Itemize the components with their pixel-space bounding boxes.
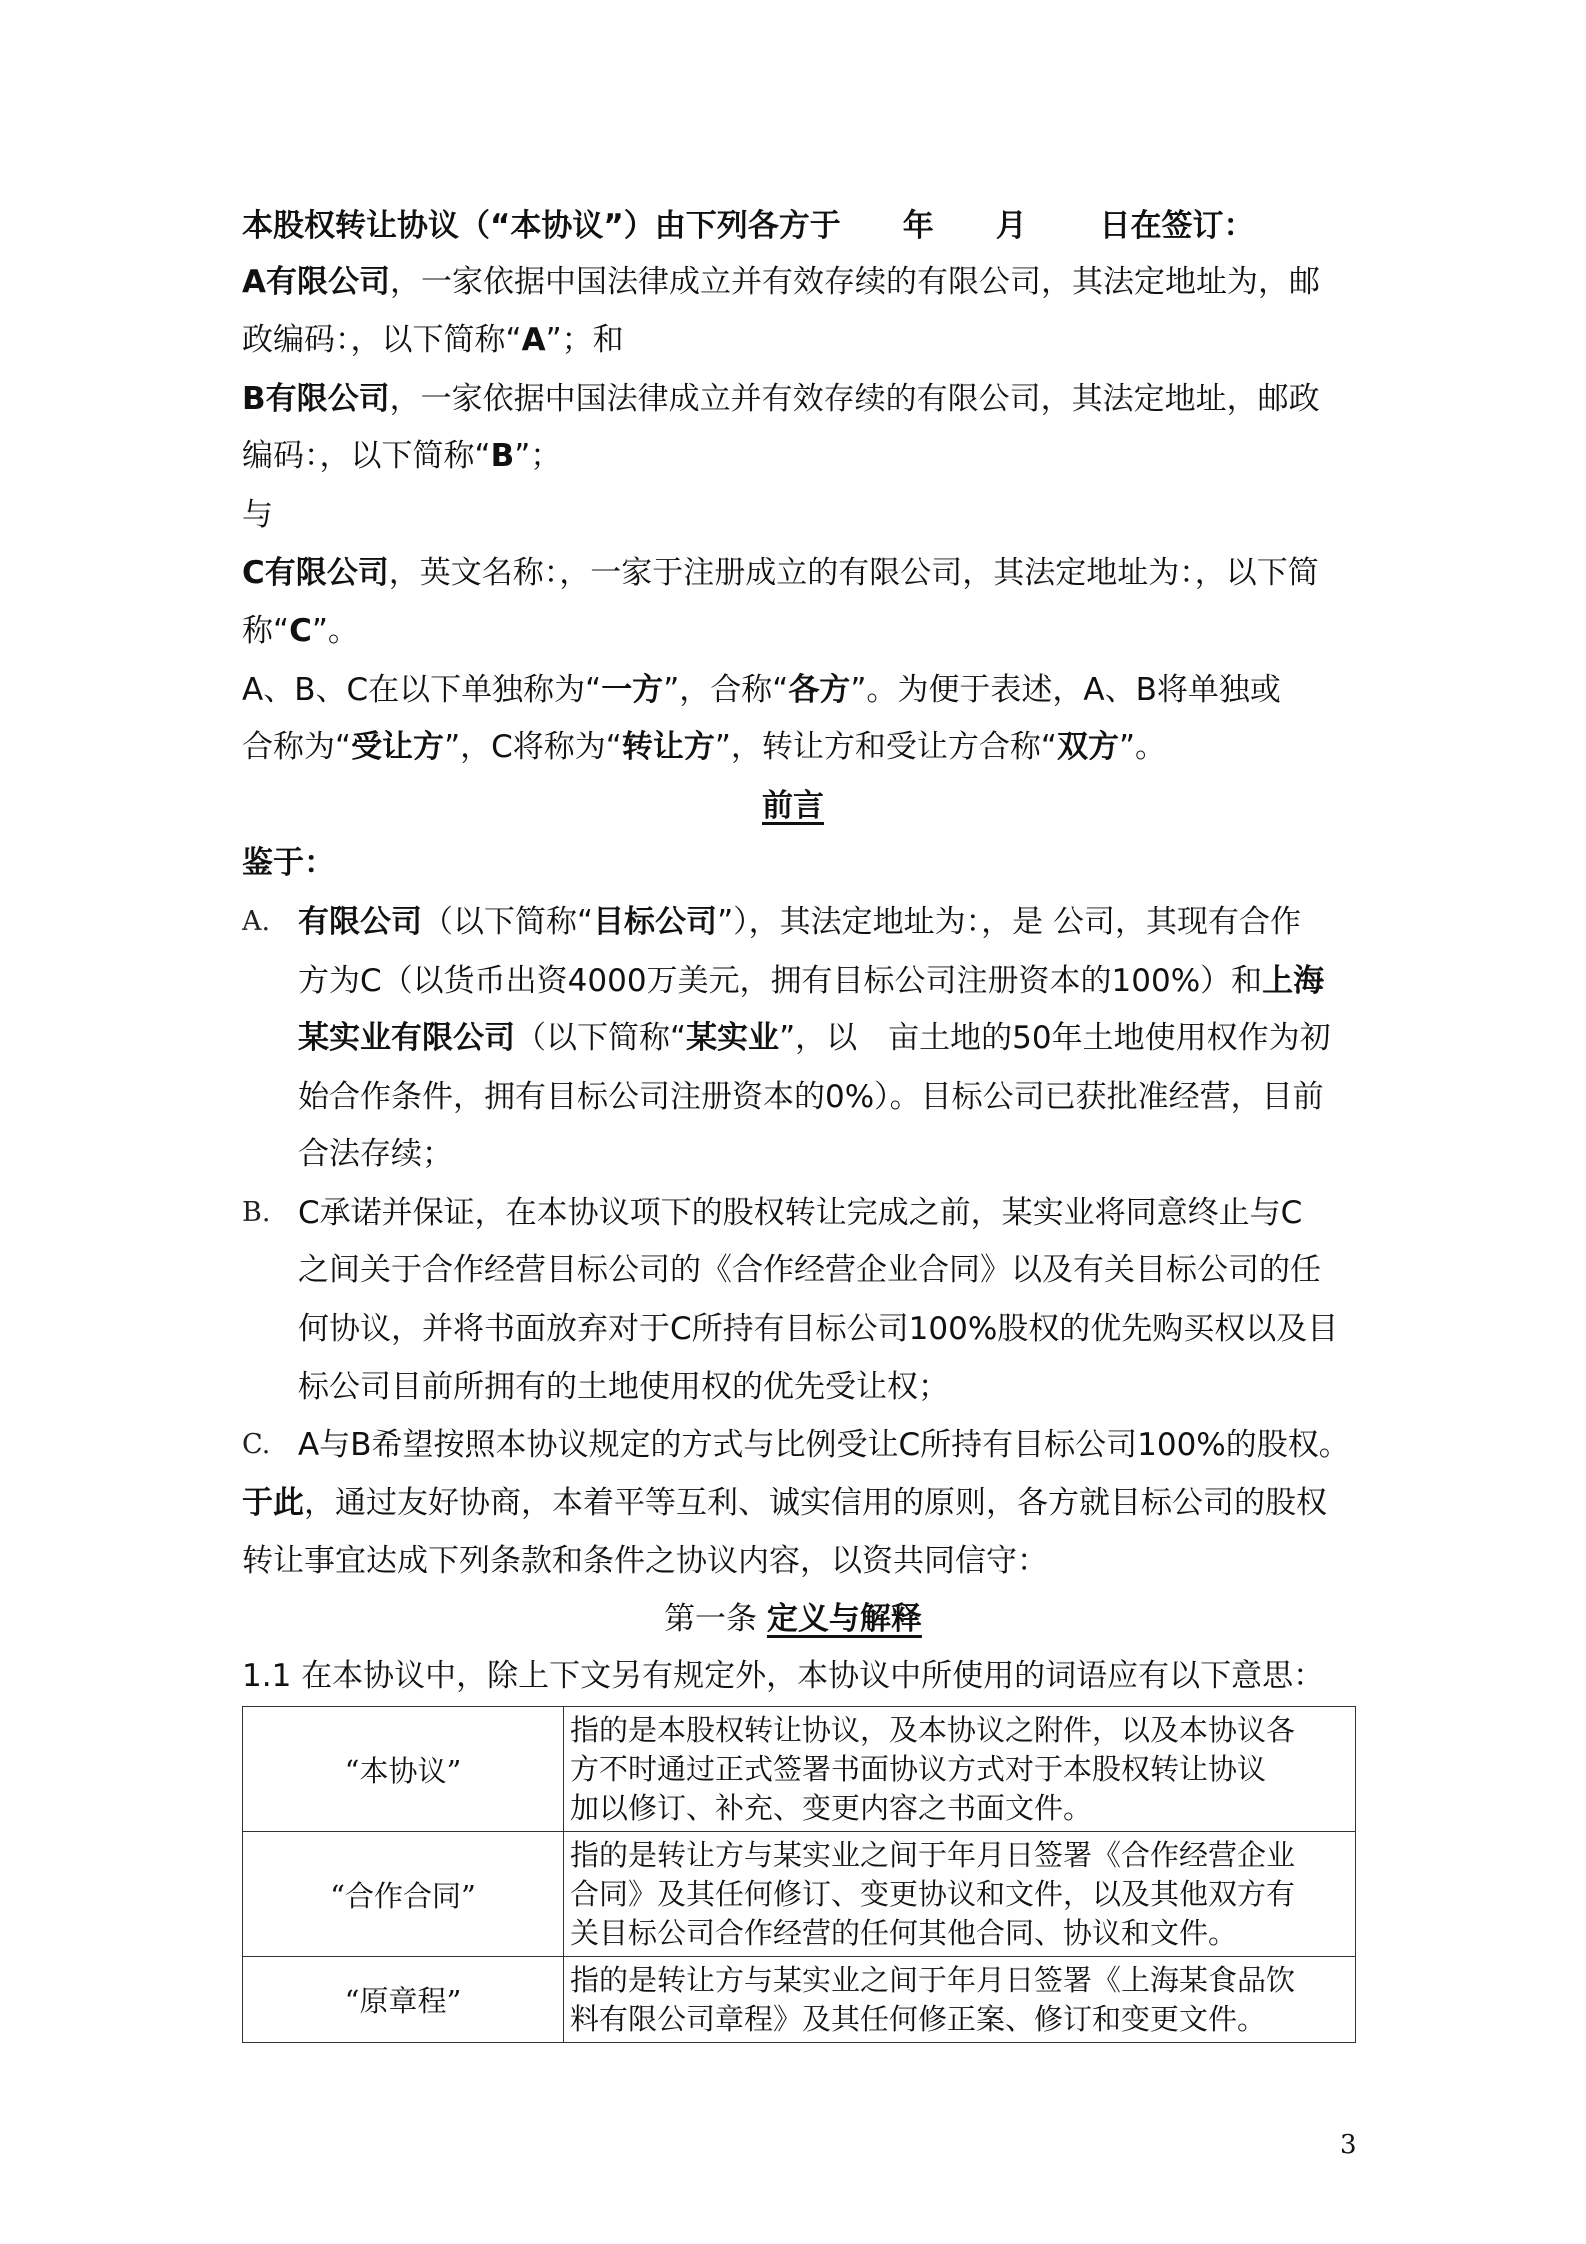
- item-a-line-2: 方为C（以货币出资4000万美元，拥有目标公司注册资本的100%）和上海: [298, 963, 1325, 999]
- thus-line-1: 于此，通过友好协商，本着平等互利、诚实信用的原则，各方就目标公司的股权: [242, 1485, 1327, 1521]
- clause-1-1: 1.1 在本协议中，除上下文另有规定外，本协议中所使用的词语应有以下意思：: [242, 1658, 1325, 1694]
- item-b-line-2: 之间关于合作经营目标公司的《合作经营企业合同》以及有关目标公司的任: [298, 1252, 1321, 1288]
- description-cell: 指的是本股权转让协议，及本协议之附件，以及本协议各 方不时通过正式签署书面协议方式对于本股权转让协议 加以修订、补充、变更内容之书面文件。: [564, 1707, 1356, 1832]
- item-a-line-4: 始合作条件，拥有目标公司注册资本的0%）。目标公司已获批准经营，目前: [298, 1079, 1324, 1115]
- term-cell: “合作合同”: [243, 1832, 564, 1957]
- item-a-line-5: 合法存续；: [298, 1136, 453, 1172]
- party-a-line-2: 政编码：，以下简称“A”；和: [242, 322, 624, 358]
- article-1-heading: 第一条 定义与解释: [664, 1601, 922, 1637]
- definition-line-1: A、B、C在以下单独称为“一方”，合称“各方”。为便于表述，A、B将单独或: [242, 672, 1281, 708]
- item-b-line-3: 何协议，并将书面放弃对于C所持有目标公司100%股权的优先购买权以及目: [298, 1311, 1339, 1347]
- item-a-marker: A.: [242, 906, 271, 937]
- party-b-line-1: B有限公司，一家依据中国法律成立并有效存续的有限公司，其法定地址，邮政: [242, 381, 1320, 417]
- intro-line-1: 本股权转让协议（“本协议”）由下列各方于 年 月 日在签订：: [242, 208, 1255, 244]
- table-row: [243, 1832, 1356, 1957]
- preamble-heading: 前言: [762, 788, 824, 824]
- definition-line-2: 合称为“受让方”，C将称为“转让方”，转让方和受让方合称“双方”。: [242, 729, 1167, 765]
- term-cell: “原章程”: [243, 1957, 564, 2043]
- table-row: [243, 1957, 1356, 2043]
- thus-line-2: 转让事宜达成下列条款和条件之协议内容，以资共同信守：: [242, 1543, 1048, 1579]
- item-c-line-1: A与B希望按照本协议规定的方式与比例受让C所持有目标公司100%的股权。: [298, 1427, 1350, 1463]
- item-b-marker: B.: [242, 1197, 271, 1228]
- whereas-label: 鉴于：: [242, 845, 335, 881]
- party-c-line-2: 称“C”。: [242, 613, 359, 649]
- item-a-line-1: 有限公司（以下简称“目标公司”），其法定地址为：，是 公司，其现有合作: [298, 904, 1301, 940]
- item-c-marker: C.: [242, 1429, 271, 1460]
- item-b-line-1: C承诺并保证，在本协议项下的股权转让完成之前，某实业将同意终止与C: [298, 1195, 1303, 1231]
- party-a-line-1: A有限公司，一家依据中国法律成立并有效存续的有限公司，其法定地址为，邮: [242, 264, 1320, 300]
- and-word: 与: [242, 497, 273, 533]
- definitions-table: [242, 1706, 1356, 2043]
- party-c-line-1: C有限公司，英文名称：，一家于注册成立的有限公司，其法定地址为：，以下简: [242, 555, 1319, 591]
- table-row: [243, 1707, 1356, 1832]
- description-cell: 指的是转让方与某实业之间于年月日签署《上海某食品饮 料有限公司章程》及其任何修正案、修订和变更文件。: [564, 1957, 1356, 2043]
- description-cell: 指的是转让方与某实业之间于年月日签署《合作经营企业 合同》及其任何修订、变更协议和文件，以及其他双方有 关目标公司合作经营的任何其他合同、协议和文件。: [564, 1832, 1356, 1957]
- term-cell: “本协议”: [243, 1707, 564, 1832]
- item-a-line-3: 某实业有限公司（以下简称“某实业”，以 亩土地的50年土地使用权作为初: [298, 1020, 1331, 1056]
- party-b-line-2: 编码：，以下简称“B”；: [242, 438, 562, 474]
- page-number: 3: [1340, 2130, 1357, 2160]
- item-b-line-4: 标公司目前所拥有的土地使用权的优先受让权；: [298, 1369, 949, 1405]
